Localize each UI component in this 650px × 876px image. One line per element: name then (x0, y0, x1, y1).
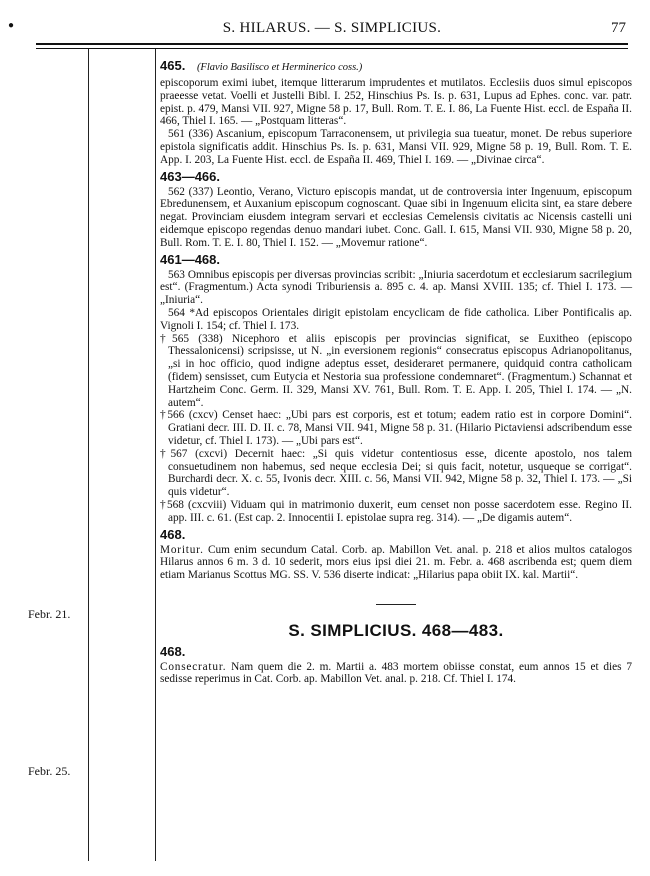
entry-561: 561 (336) Ascanium, episcopum Tarraconensem, ut privilegia sua tueatur, monet. De rebus superiore epistola significatis addit. Hinschius Ps. Is. p. 631, Mansi VII. 929, Migne 58 p. 19, Bull. Rom. T. E. App. I. 203, La Fuente Hist. eccl. de España II. 469, Thiel I. 169. — „Divinae circa“. (160, 128, 632, 166)
moritur-text: Cum enim secundum Catal. Corb. ap. Mabillon Vet. anal. p. 218 et alios multos catalogos Hilarus annos 6 m. 3 d. 10 sederit, mors eius ipsi diei 21. m. Febr. a. 468 ascribenda est; quem diem etiam Marianus Scottus MG. SS. V. 536 diserte indicat: „Hilarius papa obiit IX. kal. Martii“. (160, 543, 632, 582)
date-465: 465. (160, 58, 186, 73)
consecratur-lead: Consecratur. (160, 660, 227, 673)
header-rule-thin (36, 48, 628, 49)
page-number: 77 (611, 20, 626, 36)
section-title: S. SIMPLICIUS. 468—483. (288, 620, 504, 640)
moritur-lead: Moritur. (160, 543, 204, 556)
section-separator (376, 604, 416, 605)
entry-565: †565 (338) Nicephoro et aliis episcopis per provincias significat, se Euxitheo (episcopo Thessalonicensi) scripsisse, ut N. „in eversionem regionis“ consecratus episcopus Adrianopolitanus, „si in hoc officio, quod indigne adeptus esset, desideraret permanere, quidquid contra catholicam (fidem) sensisset, cum Eutycia et Nestoria sua professione condemnaret“. (Fragmentum.) Schannat et Hartzheim Conc. Germ. II. 329, Mansi XV. 761, Bull. Rom. T. E. App. I. 205, Thiel I. 174. — „N. autem“. (160, 332, 632, 409)
margin-rule-right (155, 49, 156, 861)
margin-date-2: Febr. 25. (28, 764, 71, 778)
date-heading: 461—468. (160, 251, 220, 267)
entry-564: 564 *Ad episcopos Orientales dirigit epistolam encyclicam de fide catholica. Liber Pontificalis ap. Vignoli I. 154; cf. Thiel I. 173. (160, 306, 632, 332)
entry-566: †566 (cxcv) Censet haec: „Ubi pars est corporis, est et totum; eadem ratio est in corpore Domini“. Gratiani decr. III. D. II. c. 78, Mansi VII. 941, Migne 58 p. 31. (Hilario Pictaviensi adscribendum esse videtur, cf. Thiel I. 173). — „Ubi pars est“. (160, 409, 632, 447)
entry-moritur (160, 544, 632, 582)
date-heading: 468. (160, 643, 186, 659)
entry-568: †568 (cxcviii) Viduam qui in matrimonio duxerit, eum censet non posse sacerdotem esse. Regino II. app. III. c. 61. (Est cap. 2. Innocentii I. epistolae supra reg. 314). — „De digamis autem“. (160, 498, 632, 524)
date-heading: 463—466. (160, 168, 220, 184)
header-rule-thick (36, 43, 628, 45)
entry-consecratur (160, 661, 632, 687)
entry-continuation: episcoporum eximi iubet, itemque litterarum imprudentes et mutilatos. Ecclesiis duos simul episcopos praeesse vetat. Voelli et Justelli Bibl. I. 252, Hinschius Ps. Is. p. 631, Lupus ad Ephes. conc. var. patr. epist. p. 479, Mansi VII. 927, Migne 58 p. 17, Bull. Rom. T. E. I. 86, La Fuente Hist. eccl. de España II. 466, Thiel I. 165. — „Postquam litteras“. (160, 77, 632, 128)
entry-563: 563 Omnibus episcopis per diversas provincias scribit: „Iniuria sacerdotum et ecclesiarum sacrilegium est“. (Fragmentum.) Acta synodi Triburiensis a. 895 c. 4. ap. Mansi XVIII. 135; cf. Thiel I. 173. — „Iniuria“. (160, 268, 632, 307)
date-heading (160, 58, 632, 75)
margin-date-1: Febr. 21. (28, 607, 71, 621)
entry-562: 562 (337) Leontio, Verano, Victuro episcopis mandat, ut de controversia inter Ingenuum, episcopum Ebredunensem, et Auxanium episcopum cognoscant. Quae sibi in Ingenuum elicita sint, ea stare debere negat. Provinciam eiusdem integram servari et ecclesias Cemelensis civitatis ac Nicensis castelli uni eidemque episcopo regendas denuo mandari iubet. Conc. Gall. I. 615, Mansi VII. 930, Migne 58 p. 20, Bull. Rom. T. E. I. 80, Thiel I. 152. — „Movemur ratione“. (160, 185, 632, 249)
margin-rule-left (88, 49, 89, 861)
consuls-note: (Flavio Basilisco et Herminerico coss.) (196, 62, 363, 73)
consecratur-text: Nam quem die 2. m. Martii a. 483 mortem obiisse constat, eum annos 15 et dies 7 sedisse reperimus in Cat. Corb. ap. Mabillon Vet. anal. p. 218. Cf. Thiel I. 174. (160, 660, 632, 686)
date-heading: 468. (160, 526, 186, 542)
main-text (160, 56, 632, 686)
margin-dot: ● (8, 20, 15, 31)
running-title: S. HILARUS. — S. SIMPLICIUS. (222, 20, 442, 36)
entry-567: †567 (cxcvi) Decernit haec: „Si quis videtur contentiosus esse, dicente apostolo, nos talem consuetudinem non habemus, sed neque ecclesia Dei; si quis facit, notetur, usqueque se corrigat“. Burchardi decr. X. c. 55, Ivonis decr. XIII. c. 56, Mansi VII. 942, Migne 58 p. 32, Thiel I. 173. — „Si quis videtur“. (160, 447, 632, 499)
